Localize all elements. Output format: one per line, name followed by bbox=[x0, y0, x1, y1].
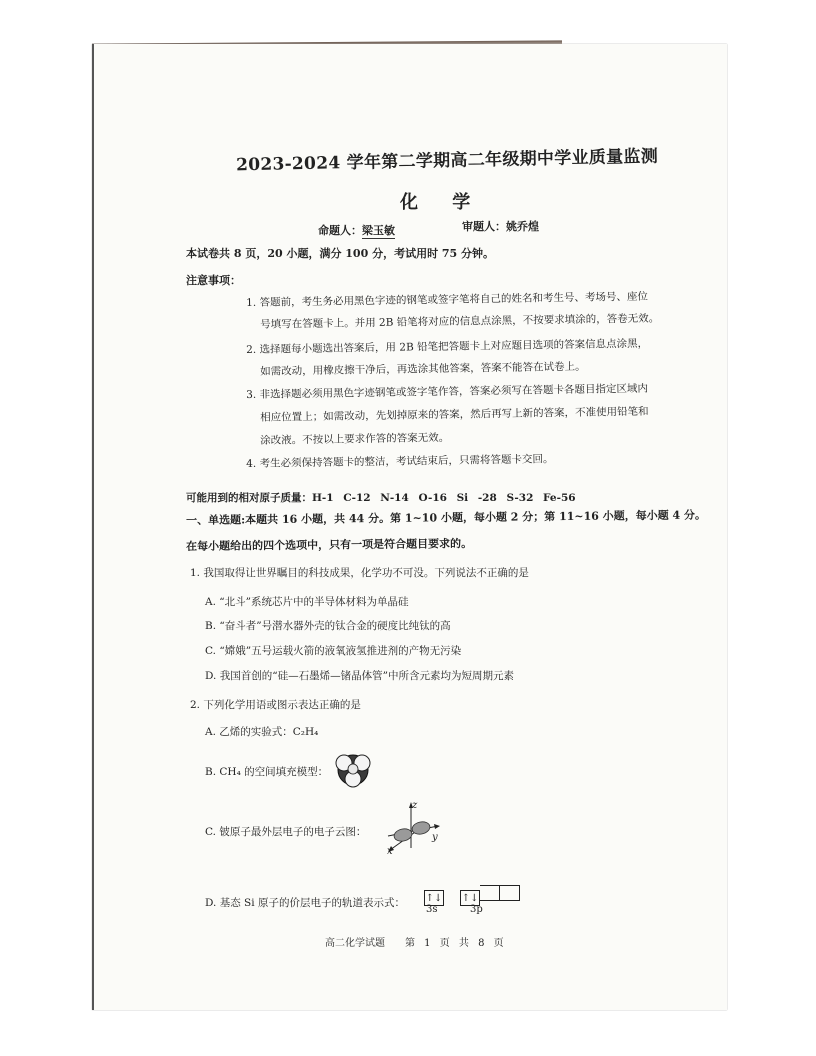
proposer-name: 梁玉敏 bbox=[362, 224, 395, 237]
reviewer-label: 审题人： bbox=[462, 220, 506, 233]
atomic-mass-line: 可能用到的相对原子质量：H-1 C-12 N-14 O-16 Si -28 S-32 Fe-56 bbox=[186, 492, 576, 504]
notice-heading: 注意事项： bbox=[186, 274, 241, 287]
page-footer: 高二化学试题 第 1 页 共 8 页 bbox=[325, 938, 504, 949]
orbital-diagram bbox=[424, 885, 520, 906]
notice-item: 4. 考生必须保持答题卡的整洁，考试结束后，只需将答题卡交回。 bbox=[246, 453, 554, 470]
proposer bbox=[318, 222, 395, 238]
notice-item: 相应位置上；如需改动，先划掉原来的答案，然后再写上新的答案，不准使用铅笔和 bbox=[260, 405, 649, 424]
section-instruction: 在每小题给出的四个选项中，只有一项是符合题目要求的。 bbox=[186, 537, 473, 553]
question-2-stem: 2. 下列化学用语或图示表达正确的是 bbox=[190, 699, 361, 711]
axis-y-label: y bbox=[432, 832, 438, 843]
ch4-space-filling-model bbox=[333, 750, 373, 790]
proposer-label: 命题人： bbox=[318, 224, 362, 237]
notice-item: 2. 选择题每小题选出答案后，用 2B 铅笔把答题卡上对应题目选项的答案信息点涂黑， bbox=[246, 337, 649, 356]
axis-z-label: z bbox=[412, 800, 418, 811]
question-2-option-d: D. 基态 Si 原子的价层电子的轨道表示式： bbox=[205, 897, 405, 909]
exam-title: 2023-2024 学年第二学期高二年级期中学业质量监测 bbox=[235, 146, 659, 176]
notice-item: 3. 非选择题必须用黑色字迹钢笔或签字笔作答，答案必须写在答题卡各题目指定区域内 bbox=[246, 382, 649, 401]
question-1-option-c: C. “嫦娥”五号运载火箭的液氧液氢推进剂的产物无污染 bbox=[205, 645, 462, 657]
exam-info: 本试卷共 8 页，20 小题，满分 100 分，考试用时 75 分钟。 bbox=[186, 247, 495, 260]
section-heading: 一、单选题:本题共 16 小题，共 44 分。第 1~10 小题，每小题 2 分；第 11~16 小题，每小题 4 分。 bbox=[186, 508, 707, 527]
axis-x-label: x bbox=[387, 846, 393, 857]
orbital-3p-box bbox=[500, 885, 520, 901]
question-2-option-b: B. CH₄ 的空间填充模型： bbox=[205, 766, 329, 778]
notice-item: 涂改液。不按以上要求作答的答案无效。 bbox=[260, 431, 450, 447]
question-2-option-c: C. 铍原子最外层电子的电子云图： bbox=[205, 826, 367, 838]
orbital-3p-box: ↑↓ bbox=[460, 890, 480, 906]
question-2-option-a: A. 乙烯的实验式：C₂H₄ bbox=[205, 726, 319, 738]
question-1-stem: 1. 我国取得让世界瞩目的科技成果，化学功不可没。下列说法不正确的是 bbox=[190, 567, 529, 579]
question-1-option-b: B. “奋斗者”号潜水器外壳的钛合金的硬度比纯钛的高 bbox=[205, 620, 451, 632]
orbital-3p-label: 3p bbox=[470, 904, 483, 915]
reviewer bbox=[462, 218, 539, 234]
question-1-option-d: D. 我国首创的“硅—石墨烯—锗晶体管”中所含元素均为短周期元素 bbox=[205, 670, 514, 682]
orbital-3p-box bbox=[480, 885, 500, 901]
notice-item: 号填写在答题卡上。并用 2B 铅笔将对应的信息点涂黑，不按要求填涂的，答卷无效。 bbox=[260, 312, 660, 331]
question-1-option-a: A. “北斗”系统芯片中的半导体材料为单晶硅 bbox=[205, 596, 409, 608]
subject-title: 化 学 bbox=[400, 192, 485, 213]
notice-item: 1. 答题前，考生务必用黑色字迹的钢笔或签字笔将自己的姓名和考生号、考场号、座位 bbox=[246, 290, 649, 309]
orbital-3s-box: ↑↓ bbox=[424, 890, 444, 906]
reviewer-name: 姚乔煌 bbox=[506, 220, 539, 233]
orbital-3s-label: 3s bbox=[426, 904, 438, 915]
notice-item: 如需改动，用橡皮擦干净后，再选涂其他答案，答案不能答在试卷上。 bbox=[260, 360, 586, 378]
